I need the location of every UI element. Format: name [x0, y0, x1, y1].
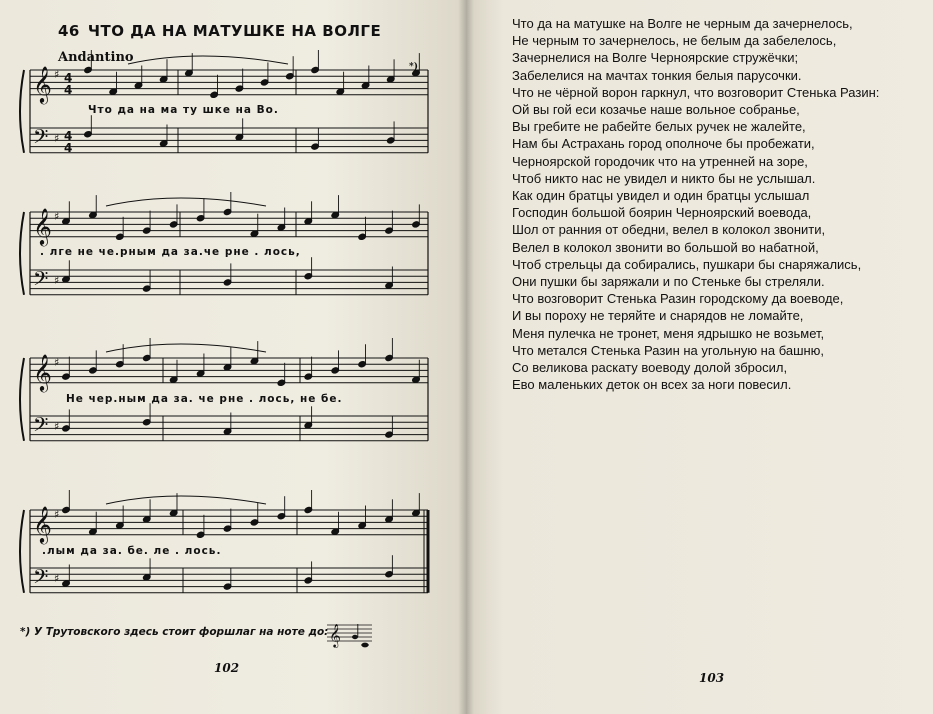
slur [106, 198, 266, 206]
treble-clef: 𝄞 [33, 353, 52, 391]
sharp-key-signature: ♯ [54, 572, 60, 585]
verse-line: Что метался Стенька Разин на угольную на башню, [512, 342, 825, 358]
sharp-key-signature: ♯ [54, 356, 60, 369]
bass-clef: 𝄢 [33, 565, 49, 593]
verse-line: Нам бы Астрахань город ополноче бы пробежати, [512, 136, 815, 152]
verse-line: Ой вы гой еси козачье наше вольное собранье, [512, 102, 800, 118]
treble-clef: 𝄞 [33, 65, 52, 103]
time-signature: 4 [64, 71, 73, 85]
sharp-key-signature: ♯ [54, 68, 60, 81]
system-brace [20, 510, 24, 593]
tempo-marking: Andantino [58, 50, 134, 65]
footnote-marker: *) [409, 62, 418, 72]
song-title-text: ЧТО ДА НА МАТУШКЕ НА ВОЛГЕ [87, 22, 382, 40]
slur [106, 344, 266, 352]
lyrics-system-3: Не чер.ным да за. че рне . лось, не бе. [66, 393, 343, 405]
page-number-left: 102 [214, 661, 240, 675]
verse-line: Не черным то зачернелось, не белым да забелелось, [512, 33, 837, 49]
lyrics-system-4: .лым да за. бе. ле . лось. [42, 545, 222, 557]
verse-line: Они пушки бы заряжали и по Стеньке бы стреляли. [512, 274, 825, 290]
sharp-key-signature: ♯ [54, 420, 60, 433]
sharp-key-signature: ♯ [54, 210, 60, 223]
verse-line: Зачернелися на Волге Черноярские стружёчки; [512, 50, 799, 66]
bass-clef: 𝄢 [33, 413, 49, 441]
verse-line: Черноярской городочик что на утренней на зоре, [512, 153, 808, 169]
time-signature: 4 [64, 141, 73, 155]
svg-text:𝄞: 𝄞 [329, 623, 341, 647]
page-number-right: 103 [699, 671, 725, 685]
verse-line: Что не чёрной ворон гаркнул, что возговорит Стенька Разин: [512, 84, 880, 100]
lyrics-system-1: Что да на ма ту шке на Во. [88, 104, 279, 116]
verse-line: Чтоб никто нас не увидел и никто бы не услышал. [512, 170, 816, 186]
treble-clef: 𝄞 [33, 207, 52, 245]
lyrics-system-2: . лге не че.рным да за.че рне . лось, [40, 246, 301, 258]
song-number: 46 [58, 22, 80, 40]
verse-line: Шол от ранния от обедни, велел в колокол звонити, [512, 222, 826, 238]
verse-line: Что да на матушке на Волге не черным да зачернелось, [512, 16, 853, 31]
footnote-example-staff [327, 623, 372, 648]
slur [128, 56, 288, 64]
bass-clef: 𝄢 [33, 267, 49, 295]
verse-line: Как один братцы увидел и один братцы услышал [512, 188, 810, 204]
verse-line: И вы пороху не теряйте и снарядов не ломайте, [512, 308, 804, 324]
time-signature: 4 [64, 129, 73, 143]
system-brace [20, 358, 24, 441]
sharp-key-signature: ♯ [54, 508, 60, 521]
system-brace [20, 212, 24, 295]
verse-line: Со великова раскату воеводу долой збросил, [512, 360, 788, 376]
verse-line: Чтоб стрельцы да собирались, пушкари бы снаряжались, [512, 256, 862, 272]
bass-clef: 𝄢 [33, 125, 49, 153]
verse-line: Меня пулечка не тронет, меня ядрышко не возьмет, [512, 325, 825, 341]
verse-line: Ево маленьких деток он всех за ноги повесил. [512, 377, 792, 393]
song-verses [512, 15, 922, 393]
verse-line: Что возговорит Стенька Разин городскому да воеводе, [512, 291, 844, 307]
time-signature: 4 [64, 83, 73, 97]
system-brace [20, 70, 24, 153]
slur [106, 496, 266, 504]
verse-line: Велел в колокол звонити во большой во набатной, [512, 239, 819, 255]
verse-line: Господин большой боярин Черноярский воевода, [512, 205, 812, 221]
treble-clef: 𝄞 [33, 505, 52, 543]
verse-line: Вы гребите не рабейте белых ручек не жалейте, [512, 119, 806, 135]
verse-line: Забелелися на мачтах тонкия белыя парусочки. [512, 67, 802, 83]
footnote: *) У Трутовского здесь стоит форшлаг на ноте до: [20, 626, 329, 638]
sharp-key-signature: ♯ [54, 274, 60, 287]
sharp-key-signature: ♯ [54, 132, 60, 145]
